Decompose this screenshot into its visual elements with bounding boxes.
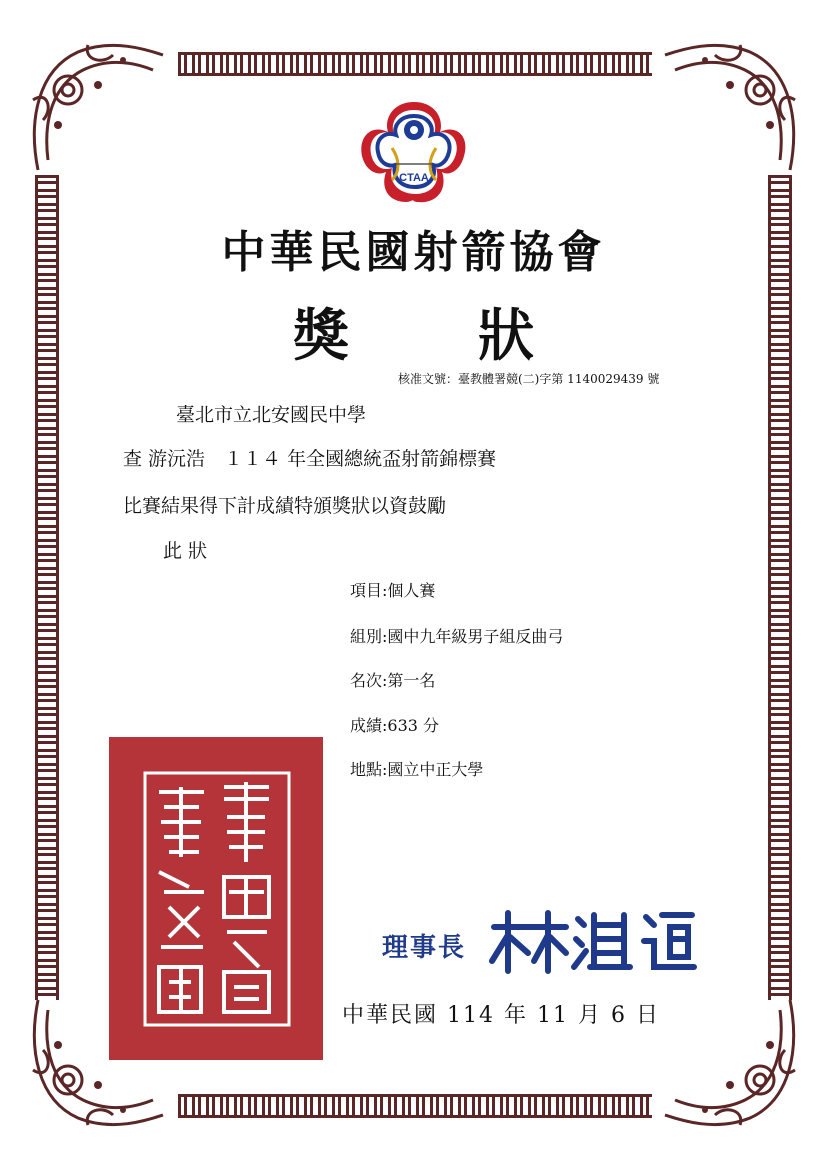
seal-stamp-icon xyxy=(109,737,323,1060)
ctaa-logo-icon xyxy=(358,96,470,208)
detail-group: 組別:國中九年級男子組反曲弓 xyxy=(350,627,564,646)
body-line-2: 比賽結果得下計成績特頒獎狀以資鼓勵 xyxy=(123,495,447,517)
award-title-left: 獎 xyxy=(293,303,349,369)
border-top xyxy=(178,52,652,76)
award-title xyxy=(0,292,827,372)
logo-text: CTAA xyxy=(399,172,429,184)
signature-handwriting-icon xyxy=(486,905,701,975)
official-seal xyxy=(109,737,323,1060)
body-line-1: 查 游沅浩 １１４ 年全國總統盃射箭錦標賽 xyxy=(123,448,497,470)
signature-title: 理事長 xyxy=(382,933,467,963)
organization-title: 中華民國射箭協會 xyxy=(221,227,606,278)
detail-score: 成績:633 分 xyxy=(350,716,440,735)
detail-venue: 地點:國立中正大學 xyxy=(350,760,484,779)
corner-ornament-top-right xyxy=(660,30,810,180)
detail-rank: 名次:第一名 xyxy=(350,671,436,690)
corner-ornament-bottom-right xyxy=(660,990,810,1140)
award-title-right: 狀 xyxy=(478,303,534,369)
school-name: 臺北市立北安國民中學 xyxy=(176,404,367,426)
body-line-3: 此 狀 xyxy=(163,540,208,562)
issue-date: 中華民國 114 年 11 月 6 日 xyxy=(342,1003,660,1028)
border-bottom xyxy=(178,1094,652,1118)
signature-block xyxy=(378,905,708,975)
approval-number: 核准文號：臺教體署競(二)字第 1140029439 號 xyxy=(398,372,660,386)
corner-ornament-top-left xyxy=(18,30,168,180)
detail-event: 項目:個人賽 xyxy=(350,581,436,600)
